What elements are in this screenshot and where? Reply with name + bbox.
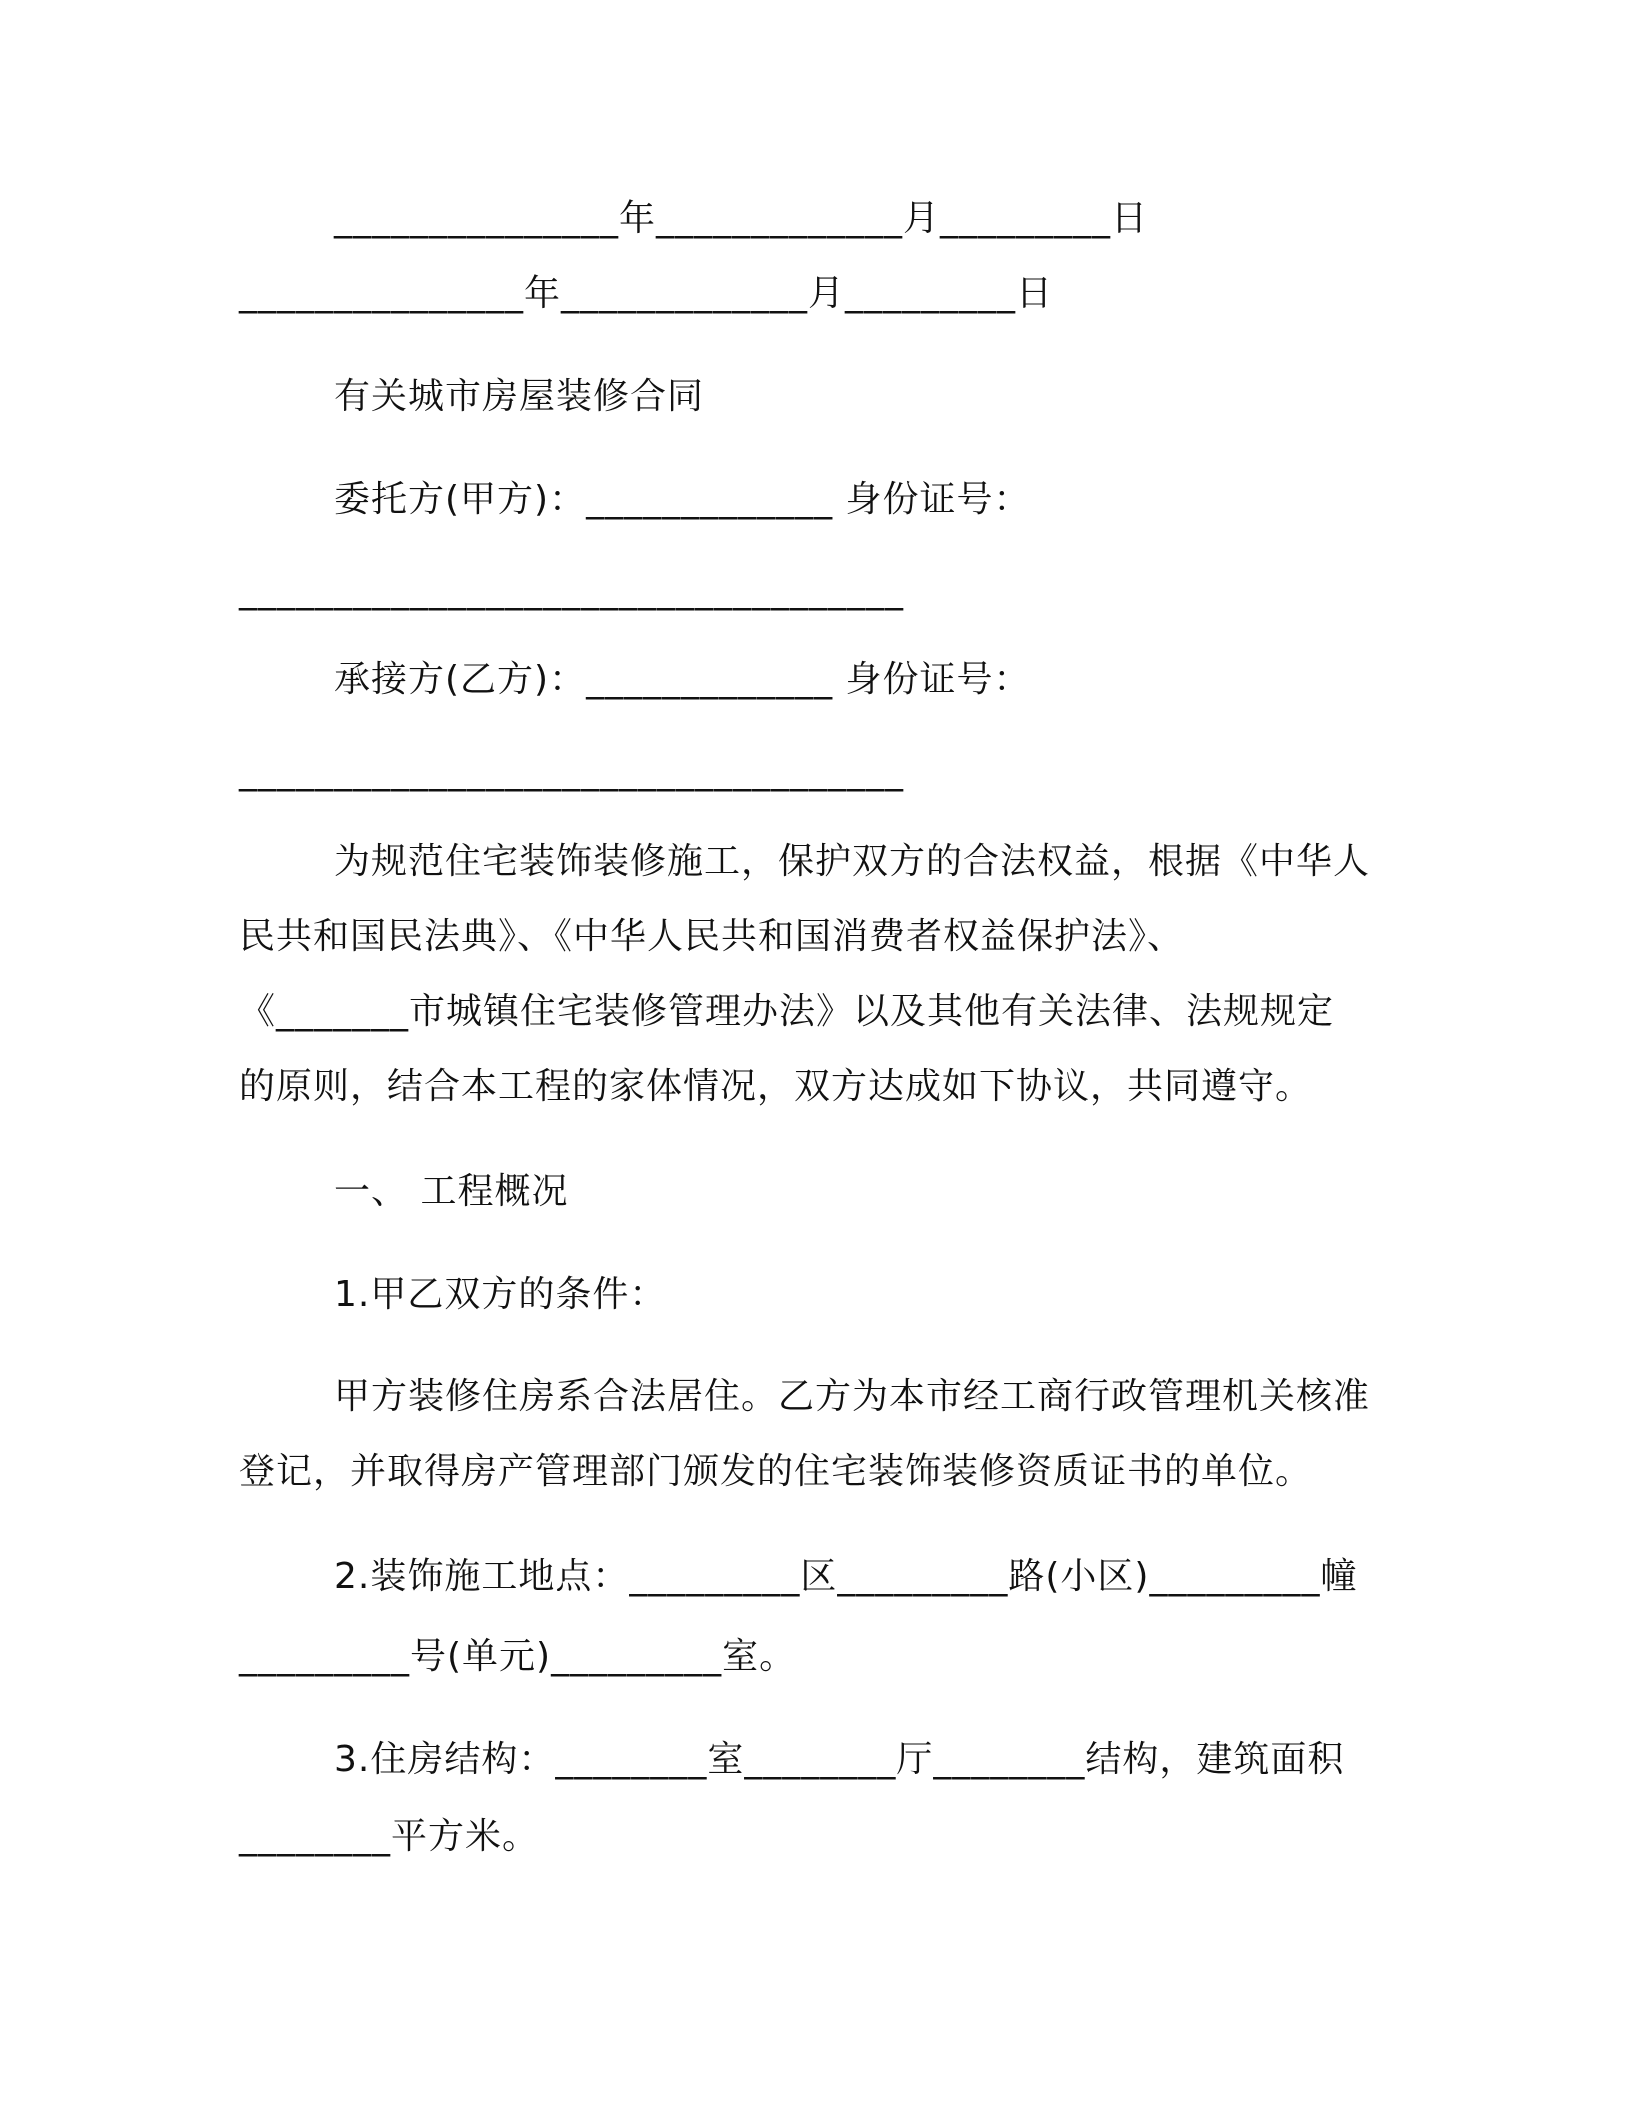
section-1-heading: 一、 工程概况 (334, 1171, 569, 1212)
date-line-2: _______________年_____________月_________日 (239, 273, 1053, 314)
item-3-line-1: 3.住房结构：________室________厅________结构，建筑面积 (334, 1739, 1345, 1780)
party-b-id-blank: ___________________________________ (239, 751, 904, 792)
preamble-line-2: 民共和国民法典》、《中华人民共和国消费者权益保护法》、 (239, 916, 1185, 957)
preamble-line-3: 《_______市城镇住宅装修管理办法》以及其他有关法律、法规规定 (239, 991, 1335, 1032)
item-1-body-line-1: 甲方装修住房系合法居住。乙方为本市经工商行政管理机关核准 (334, 1376, 1371, 1417)
party-a-line: 委托方(甲方)：_____________ 身份证号： (334, 479, 1031, 520)
date-line-1: _______________年_____________月_________日 (334, 198, 1148, 239)
party-b-line: 承接方(乙方)：_____________ 身份证号： (334, 659, 1031, 700)
preamble-line-4: 的原则，结合本工程的家体情况，双方达成如下协议，共同遵守。 (239, 1066, 1313, 1107)
item-1-body-line-2: 登记，并取得房产管理部门颁发的住宅装饰装修资质证书的单位。 (239, 1451, 1313, 1492)
item-2-line-2: _________号(单元)_________室。 (239, 1636, 797, 1677)
item-1-heading: 1.甲乙双方的条件： (334, 1274, 667, 1315)
party-a-id-blank: ___________________________________ (239, 570, 904, 611)
document-title: 有关城市房屋装修合同 (334, 376, 705, 417)
preamble-line-1: 为规范住宅装饰装修施工，保护双方的合法权益，根据《中华人 (334, 841, 1371, 882)
item-2-line-1: 2.装饰施工地点：_________区_________路(小区)_________幢 (334, 1556, 1358, 1597)
item-3-line-2: ________平方米。 (239, 1816, 540, 1857)
